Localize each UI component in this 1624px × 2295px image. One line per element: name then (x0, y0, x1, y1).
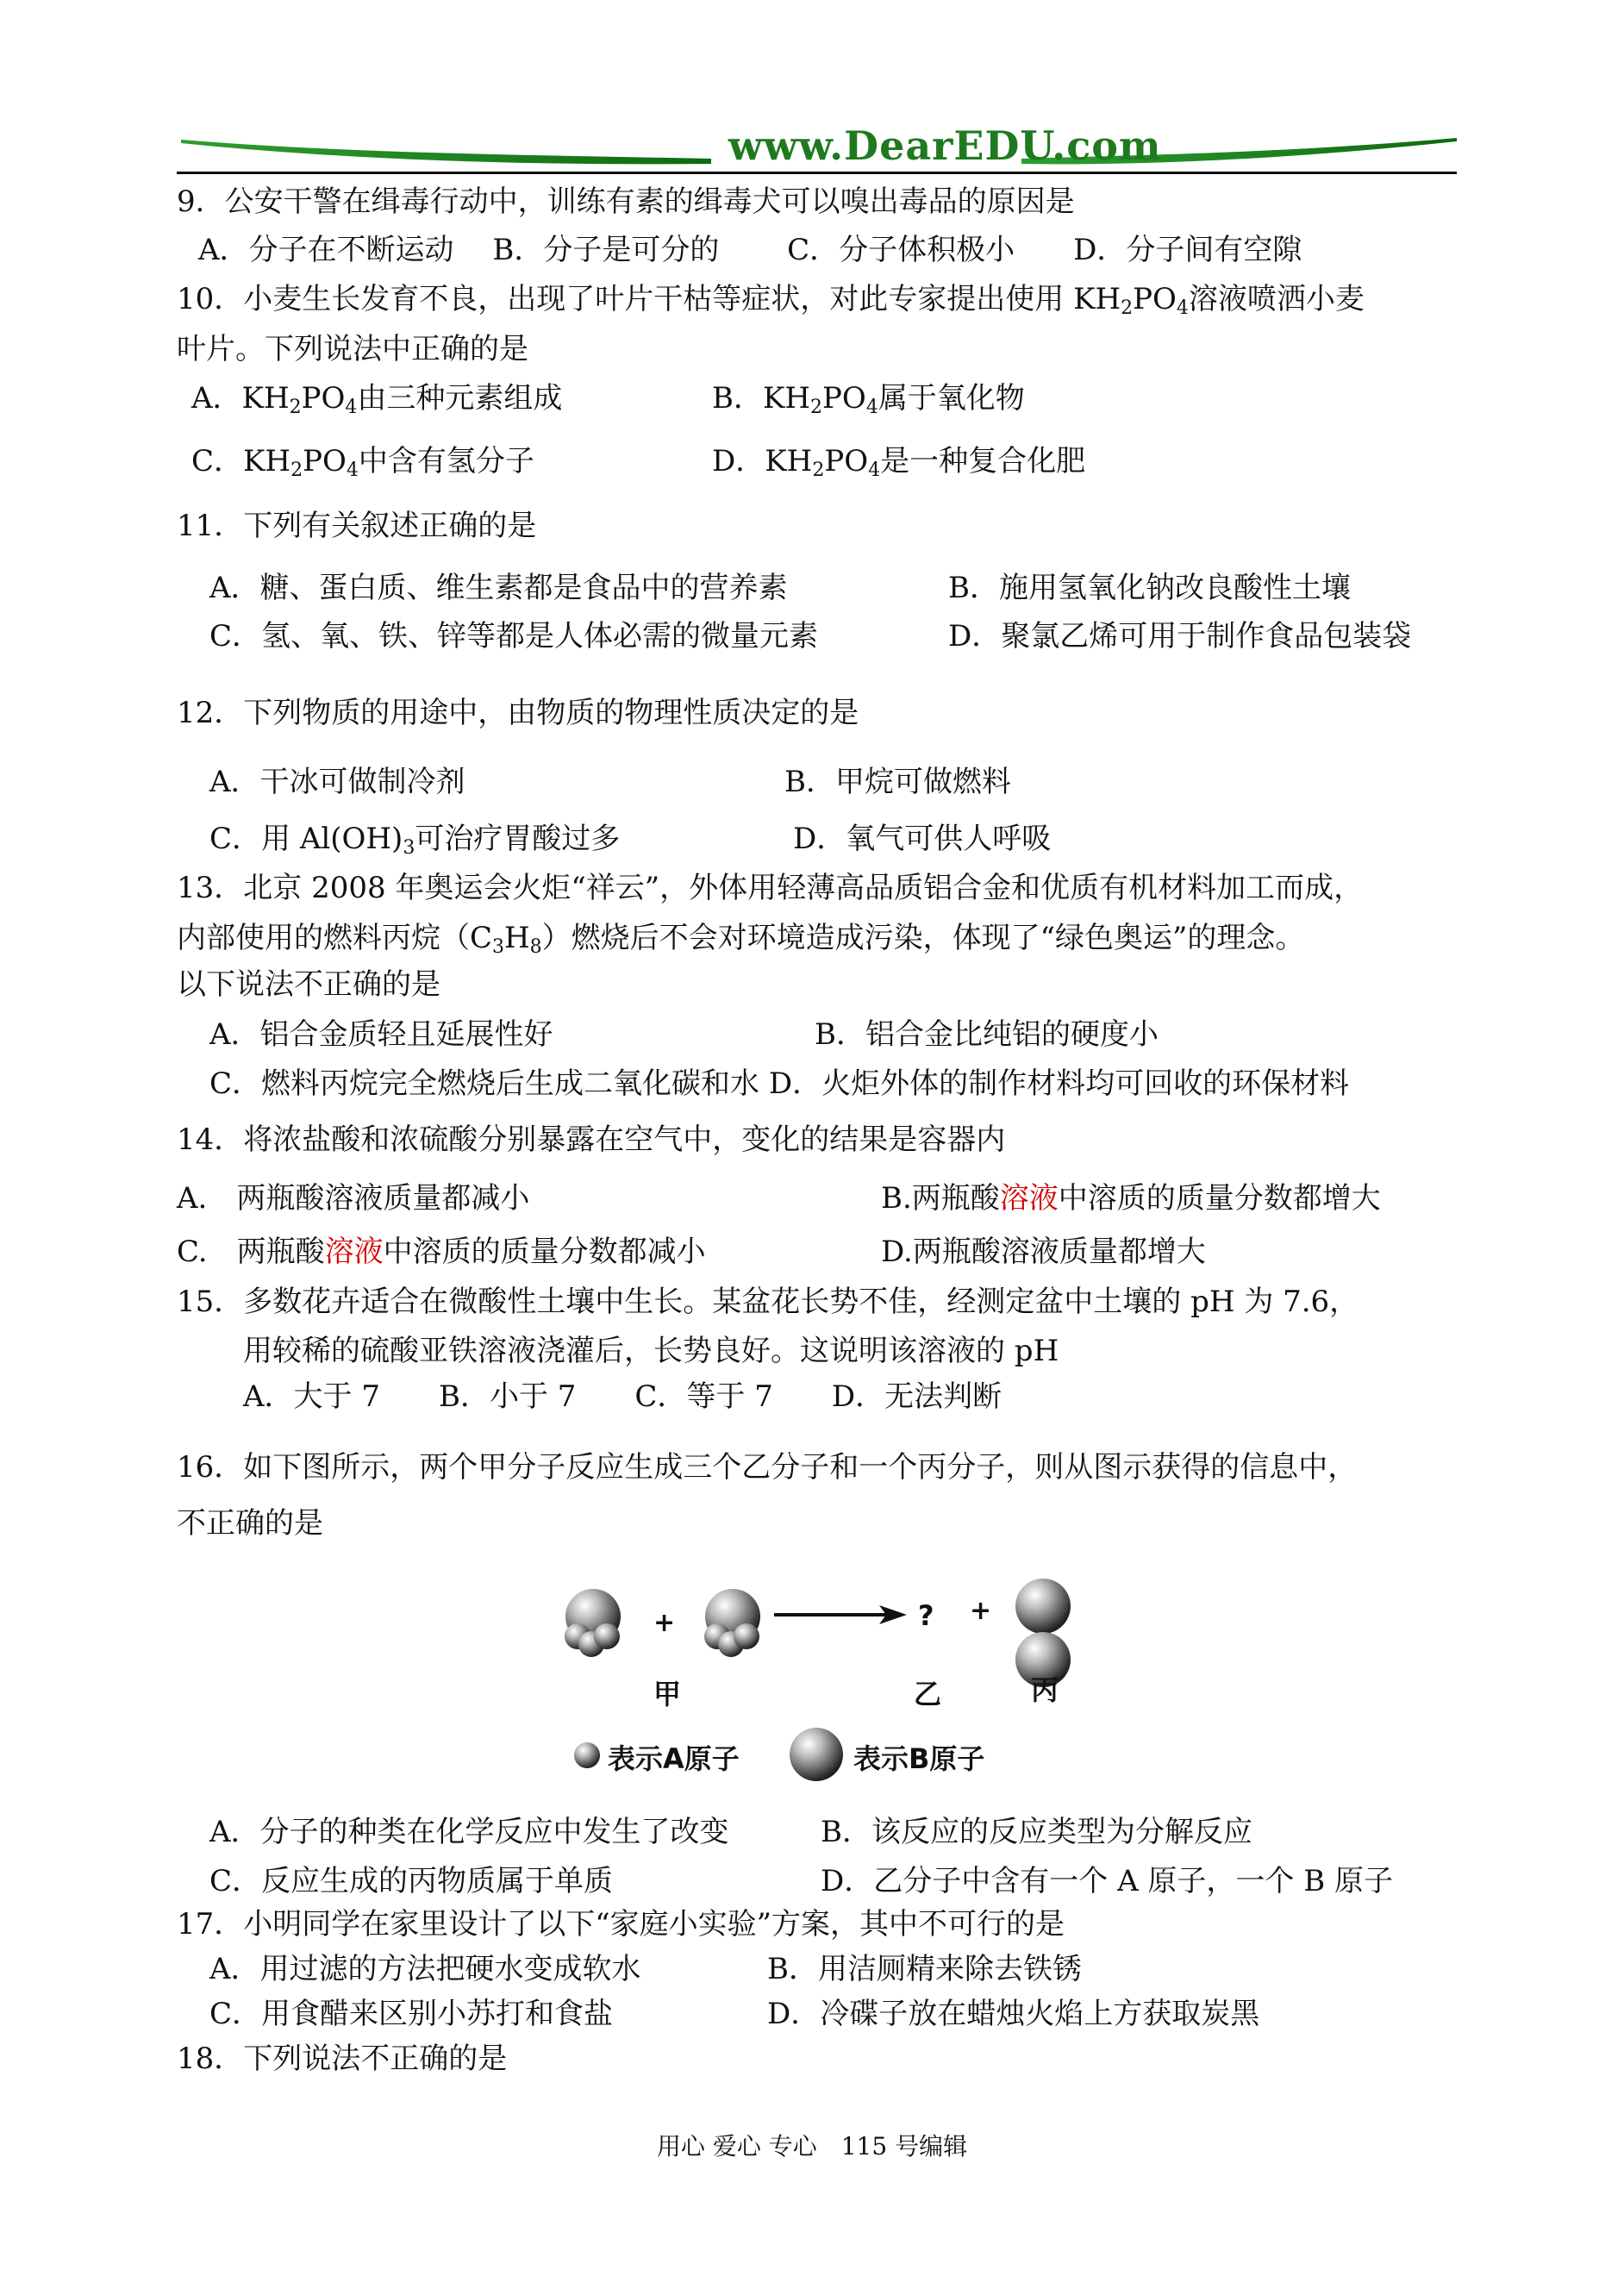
q12-option-b: B．甲烷可做燃料 (784, 765, 1011, 799)
q16-option-b: B．该反应的反应类型为分解反应 (821, 1815, 1252, 1849)
q10-stem-line1: 10．小麦生长发育不良，出现了叶片干枯等症状，对此专家提出使用 $KH_2PO_4$溶液喷洒小麦 (177, 282, 1365, 319)
q16-option-c: C．反应生成的丙物质属于单质 (209, 1864, 614, 1898)
q10-option-a: A．$KH_2PO_4$由三种元素组成 (191, 381, 563, 418)
q17-option-b: B．用洁厕精来除去铁锈 (767, 1952, 1082, 1986)
q17-option-c: C．用食醋来区别小苏打和食盐 (209, 1997, 614, 2031)
q12-option-c: C．用 $Al(OH)_3$可治疗胃酸过多 (209, 822, 621, 859)
legend-atom-a-icon (572, 1740, 603, 1771)
q15-stem-line1: 15．多数花卉适合在微酸性土壤中生长。某盆花长势不佳，经测定盆中土壤的 pH 为 7.6， (177, 1285, 1359, 1319)
q14-option-d: D.两瓶酸溶液质量都增大 (881, 1235, 1206, 1269)
q14-stem: 14．将浓盐酸和浓硫酸分别暴露在空气中，变化的结果是容器内 (177, 1122, 1006, 1157)
q16-stem-line1: 16．如下图所示，两个甲分子反应生成三个乙分子和一个丙分子，则从图示获得的信息中， (177, 1450, 1358, 1485)
q12-option-a: A．干冰可做制冷剂 (209, 765, 465, 799)
q14-option-c: C. 两瓶酸溶液中溶质的质量分数都减小 (177, 1235, 706, 1269)
q10-option-c: C．$KH_2PO_4$中含有氢分子 (191, 444, 534, 481)
legend-atom-b-icon (786, 1724, 846, 1785)
q11-stem: 11．下列有关叙述正确的是 (177, 509, 537, 543)
q11-option-a: A．糖、蛋白质、维生素都是食品中的营养素 (209, 571, 788, 605)
q13-stem-line1: 13．北京 2008 年奥运会火炬“祥云”，外体用轻薄高品质铝合金和优质有机材料加工而成， (177, 871, 1364, 905)
legend-atom-a-label: 表示A原子 (608, 1742, 740, 1775)
q10-stem-line2: 叶片。下列说法中正确的是 (177, 332, 528, 366)
q16-stem-line2: 不正确的是 (177, 1506, 323, 1541)
q17-option-a: A．用过滤的方法把硬水变成软水 (209, 1952, 641, 1986)
q13-option-a: A．铝合金质轻且延展性好 (209, 1017, 553, 1052)
q12-option-d: D．氧气可供人呼吸 (793, 822, 1052, 856)
legend-atom-b-label: 表示B原子 (853, 1742, 985, 1775)
q11-option-d: D．聚氯乙烯可用于制作食品包装袋 (948, 619, 1412, 653)
q14-option-b: B.两瓶酸溶液中溶质的质量分数都增大 (881, 1181, 1381, 1216)
header-banner (177, 121, 1457, 174)
q16-option-d: D．乙分子中含有一个 A 原子，一个 B 原子 (821, 1864, 1394, 1898)
q17-option-d: D．冷碟子放在蜡烛火焰上方获取炭黑 (767, 1997, 1260, 2031)
q13-option-b: B．铝合金比纯铝的硬度小 (815, 1017, 1159, 1052)
jia-molecule-2 (704, 1589, 760, 1657)
site-logo-text[interactable]: www.DearEDU.com (728, 122, 1162, 169)
q18-stem: 18．下列说法不正确的是 (177, 2042, 508, 2076)
header-rule (177, 172, 1457, 174)
product-question-mark: ? (918, 1599, 934, 1632)
page-footer: 用心 爱心 专心 115 号编辑 (656, 2132, 968, 2161)
plus-sign-2: + (970, 1596, 992, 1626)
reaction-arrow (774, 1605, 907, 1624)
q10-option-b: B．$KH_2PO_4$属于氧化物 (712, 381, 1025, 418)
jia-molecule-1 (565, 1589, 621, 1657)
q15-stem-line2: 用较稀的硫酸亚铁溶液浇灌后，长势良好。这说明该溶液的 pH (243, 1334, 1059, 1368)
plus-sign-1: + (653, 1608, 676, 1638)
label-yi: 乙 (914, 1678, 942, 1710)
q17-stem: 17．小明同学在家里设计了以下“家庭小实验”方案，其中不可行的是 (177, 1907, 1065, 1942)
q13-stem-line3: 以下说法不正确的是 (177, 967, 440, 1002)
q16-option-a: A．分子的种类在化学反应中发生了改变 (209, 1815, 729, 1849)
q10-option-d: D．$KH_2PO_4$是一种复合化肥 (712, 444, 1086, 481)
q11-option-b: B．施用氢氧化钠改良酸性土壤 (948, 571, 1351, 605)
q12-stem: 12．下列物质的用途中，由物质的物理性质决定的是 (177, 696, 859, 730)
q9-options: A．分子在不断运动 B．分子是可分的 C．分子体积极小 D．分子间有空隙 (198, 233, 1302, 267)
q14-option-a: A. 两瓶酸溶液质量都减小 (177, 1181, 530, 1216)
q11-option-c: C．氢、氧、铁、锌等都是人体必需的微量元素 (209, 619, 819, 653)
q13-option-cd: C．燃料丙烷完全燃烧后生成二氧化碳和水 D．火炬外体的制作材料均可回收的环保材料 (209, 1066, 1350, 1101)
q13-stem-line2: 内部使用的燃料丙烷$(C_3H_8)$燃烧后不会对环境造成污染，体现了“绿色奥运”的理念。 (177, 921, 1305, 958)
q9-stem: 9．公安干警在缉毒行动中，训练有素的缉毒犬可以嗅出毒品的原因是 (177, 184, 1075, 219)
label-bing: 丙 (1031, 1673, 1059, 1706)
reaction-diagram (552, 1578, 1086, 1724)
q15-options: A．大于 7 B．小于 7 C．等于 7 D．无法判断 (243, 1379, 1003, 1414)
label-jia: 甲 (653, 1678, 682, 1710)
